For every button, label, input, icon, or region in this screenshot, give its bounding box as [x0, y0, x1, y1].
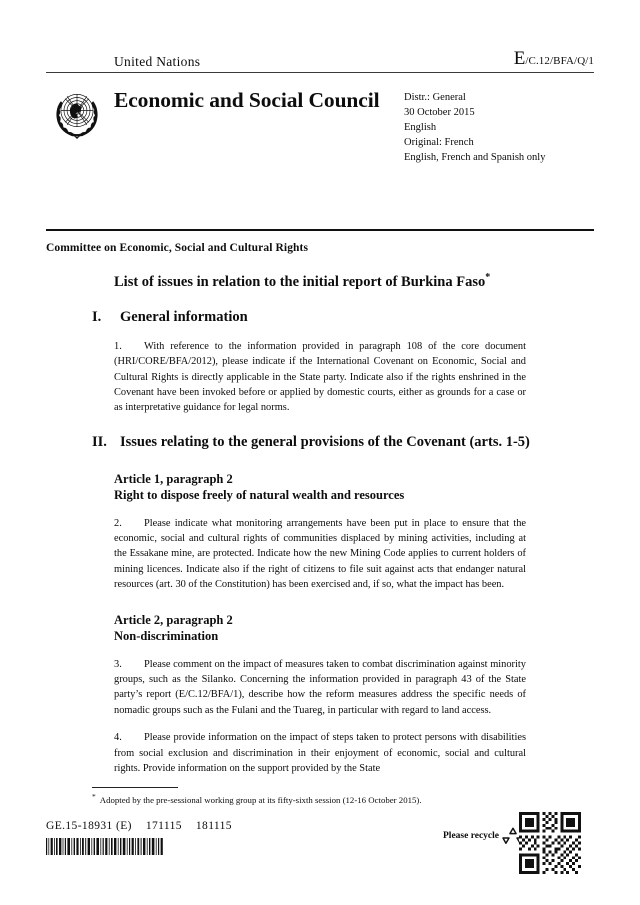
- masthead: [46, 46, 594, 166]
- paragraph-number-4: 4.: [114, 732, 122, 744]
- qr-code: [519, 812, 581, 874]
- article-heading-1-line1: Article 1, paragraph 2: [114, 471, 233, 486]
- paragraph-2: [114, 516, 526, 593]
- paragraph-4: [114, 730, 526, 776]
- paragraph-text-4: Please provide information on the impact of steps taken to protect persons with disabilities from social exclusion and discrimination in their enjoyment of economic, social and cultural rights. Provide information on the support provided by the State: [114, 732, 526, 774]
- document-symbol: [514, 49, 594, 68]
- section-title-ii: Issues relating to the general provisions of the Covenant (arts. 1-5): [120, 433, 530, 450]
- section-title-i: General information: [120, 308, 248, 325]
- recycle-label: Please recycle: [443, 831, 499, 841]
- document-body: [46, 272, 594, 776]
- article-heading-1: [114, 471, 594, 504]
- article-heading-2-line2: Non-discrimination: [114, 629, 219, 644]
- article-heading-2: [114, 612, 594, 645]
- paragraph-text-1: With reference to the information provided in paragraph 108 of the core document (HRI/CORE/BFA/2012), please indicate if the International Covenant on Economic, Social and Cultural Rights is directly applicable in the State party. Indicate also if the rights enshrined in the Covenant have been invoked before or applied by domestic courts, either as grounds for a case or as interpretative guidance for legal norms.: [114, 340, 526, 414]
- masthead-rule: [46, 72, 594, 73]
- article-heading-2-line1: Article 2, paragraph 2: [114, 612, 233, 627]
- distribution-availability: English, French and Spanish only: [404, 151, 546, 163]
- date-code-2: 181115: [195, 820, 232, 832]
- section-number-i: I.: [92, 308, 102, 325]
- document-symbol-prefix: E: [513, 48, 526, 69]
- paragraph-text-3: Please comment on the impact of measures taken to combat discrimination against minority groups, such as the Silanko. Concerning the information provided in paragraph 43 of the State party’s report (E/C.12/BFA/1), describe how the reform measures address the specific needs of nomadic groups such as the Fulani and the Tuareg, in particular with regard to land access.: [114, 658, 526, 716]
- footnote-separator: [92, 787, 178, 788]
- section-number-ii: II.: [92, 433, 107, 450]
- footnote: [92, 792, 512, 806]
- un-emblem-icon: [46, 82, 108, 144]
- organization-name: United Nations: [114, 53, 201, 69]
- footnote-text: Adopted by the pre-sessional working group at its fifty-sixth session (12-16 October 2015).: [99, 794, 422, 805]
- distribution-block: [404, 80, 594, 166]
- paragraph-number-3: 3.: [114, 658, 122, 670]
- paragraph-number-1: 1.: [114, 340, 122, 352]
- distribution-line: Distr.: General: [404, 92, 466, 103]
- paragraph-3: [114, 657, 526, 719]
- job-number-text: GE.15-18931 (E): [46, 820, 132, 832]
- section-divider-rule: [46, 229, 594, 231]
- masthead-body-row: [46, 80, 594, 166]
- paragraph-number-2: 2.: [114, 517, 122, 529]
- recycle-notice: [443, 826, 524, 846]
- committee-name: Committee on Economic, Social and Cultural Rights: [46, 242, 309, 254]
- page-title-footnote-marker: *: [485, 272, 491, 283]
- emblem-container: [46, 80, 114, 144]
- footnote-marker: *: [92, 792, 96, 801]
- page-title-text: List of issues in relation to the initial report of Burkina Faso: [114, 273, 486, 290]
- organ-title: Economic and Social Council: [114, 88, 380, 112]
- section-heading-i: [92, 308, 594, 327]
- barcode: [46, 838, 164, 855]
- article-heading-1-line2: Right to dispose freely of natural wealth and resources: [114, 488, 405, 503]
- distribution-date: 30 October 2015: [404, 106, 475, 118]
- distribution-language: English: [404, 121, 437, 133]
- document-symbol-rest: /C.12/BFA/Q/1: [525, 55, 594, 67]
- distribution-original: Original: French: [404, 136, 474, 148]
- date-code-1: 171115: [145, 820, 182, 832]
- page-title: [114, 272, 594, 291]
- job-number: [46, 820, 232, 832]
- masthead-top-row: [46, 46, 594, 68]
- paragraph-1: [114, 339, 526, 416]
- paragraph-text-2: Please indicate what monitoring arrangements have been put in place to ensure that the economic, social and cultural rights of communities displaced by mining activities, including at the Essakane mine, are protected. Indicate how the new Mining Code applies to current holders of mining licences. Indicate also if the right of citizens to file suit against acts that endanger natural resources (art. 30 of the Constitution) has been exercised and, if so, what the impact has been.: [114, 517, 526, 591]
- section-heading-ii: [92, 433, 594, 452]
